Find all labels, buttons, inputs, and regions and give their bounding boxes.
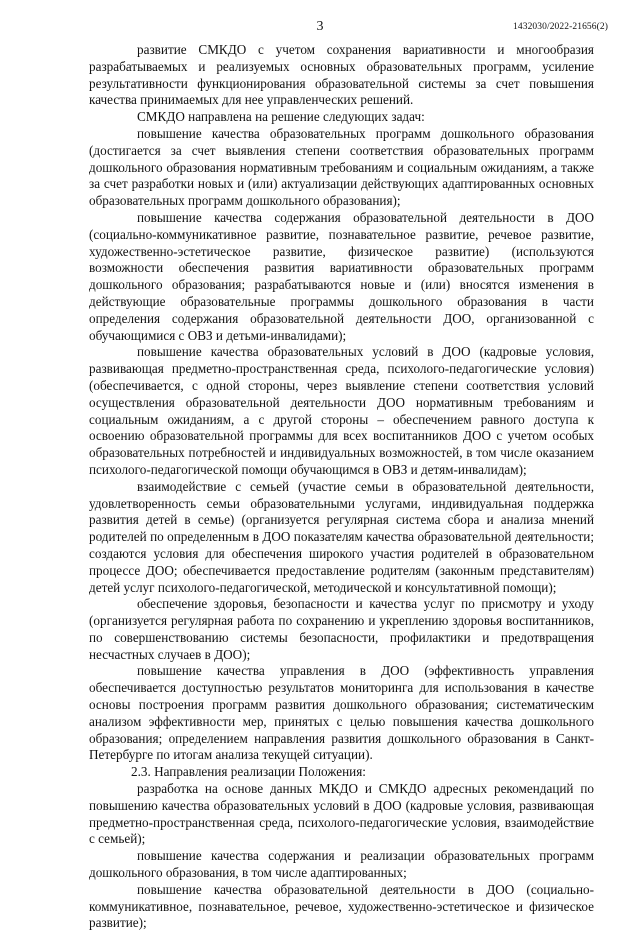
paragraph-intro-continuation: развитие СМКДО с учетом сохранения вариативности и многообразия разрабатываемых и реализуемых основных образовательных программ, усиление результативности функционирования образовательной системы за счет повышения качества принимаемых для нее управленческих решений.: [89, 42, 594, 108]
paragraph-direction-programs: повышение качества содержания и реализации образовательных программ дошкольного образования, в том числе адаптированных;: [89, 848, 594, 881]
page-number: 3: [316, 19, 324, 34]
paragraph-tasks-lead: СМКДО направлена на решение следующих задач:: [137, 109, 425, 125]
document-body: [89, 42, 594, 932]
paragraph-task-management: повышение качества управления в ДОО (эффективность управления обеспечивается доступностью результатов мониторинга для использования в качестве основы построения программ развития дошкольного образования; систематическим анализом эффективности мер, принятых с целью повышения качества дошкольного образования; определением направления развития дошкольного образования в Санкт-Петербурге по итогам анализа текущей ситуации).: [89, 663, 594, 763]
paragraph-task-health: обеспечение здоровья, безопасности и качества услуг по присмотру и уходу (организуется регулярная работа по сохранению и укреплению здоровья воспитанников, по совершенствованию системы безопасности, профилактики и предотвращения несчастных случаев в ДОО);: [89, 596, 594, 662]
paragraph-task-family: взаимодействие с семьей (участие семьи в образовательной деятельности, удовлетворенность семьи образовательными услугами, индивидуальная поддержка развития детей в семье) (организуется регулярная система сбора и анализа мнений родителей по определенным в ДОО показателям качества образовательной деятельности; создаются условия для обеспечения широкого участия родителей в образовательном процессе ДОО; обеспечивается предоставление родителям (законным представителям) детей услуг психолого-педагогической, методической и консультативной помощи);: [89, 478, 594, 595]
paragraph-task-conditions: повышение качества образовательных условий в ДОО (кадровые условия, развивающая предметно-пространственная среда, психолого-педагогические условия) (обеспечивается, с одной стороны, через выявление степени соответствия условий осуществления образовательной деятельности ДОО нормативным требованиям и социальным ожиданиям, а с другой стороны – обеспечением равного доступа к освоению образовательной программы для всех воспитанников ДОО с учетом особых образовательных потребностей и индивидуальных возможностей, в том числе оказанием психолого-педагогической помощи обучающимся в ОВЗ и детям-инвалидам);: [89, 344, 594, 477]
document-id: 1432030/2022-21656(2): [513, 22, 608, 32]
paragraph-direction-activity: повышение качества образовательной деятельности в ДОО (социально-коммуникативное, познавательное, речевое, художественно-эстетическое и физическое развитие);: [89, 881, 594, 931]
paragraph-task-programs: повышение качества образовательных программ дошкольного образования (достигается за счет выявления степени соответствия образовательных программ дошкольного образования нормативным требованиям и социальным ожиданиям, а также за счет разработки новых и (или) актуализации действующих адаптированных основных образовательных программ дошкольного образования);: [89, 125, 594, 209]
section-heading-2-3: 2.3. Направления реализации Положения:: [131, 764, 366, 780]
paragraph-direction-recommendations: разработка на основе данных МКДО и СМКДО адресных рекомендаций по повышению качества образовательных условий в ДОО (кадровые условия, развивающая предметно-пространственная среда, психолого-педагогические условия, взаимодействие с семьей);: [89, 781, 594, 847]
paragraph-task-content: повышение качества содержания образовательной деятельности в ДОО (социально-коммуникативное развитие, познавательное развитие, речевое развитие, художественно-эстетическое развитие, физическое развитие) (используются возможности обеспечения развития вариативности образовательных программ дошкольного образования; разрабатываются новые и (или) вносятся изменения в действующие образовательные программы дошкольного образования в части определения содержания образовательной деятельности ДОО, организованной с обучающимися с ОВЗ и детьми-инвалидами);: [89, 209, 594, 343]
